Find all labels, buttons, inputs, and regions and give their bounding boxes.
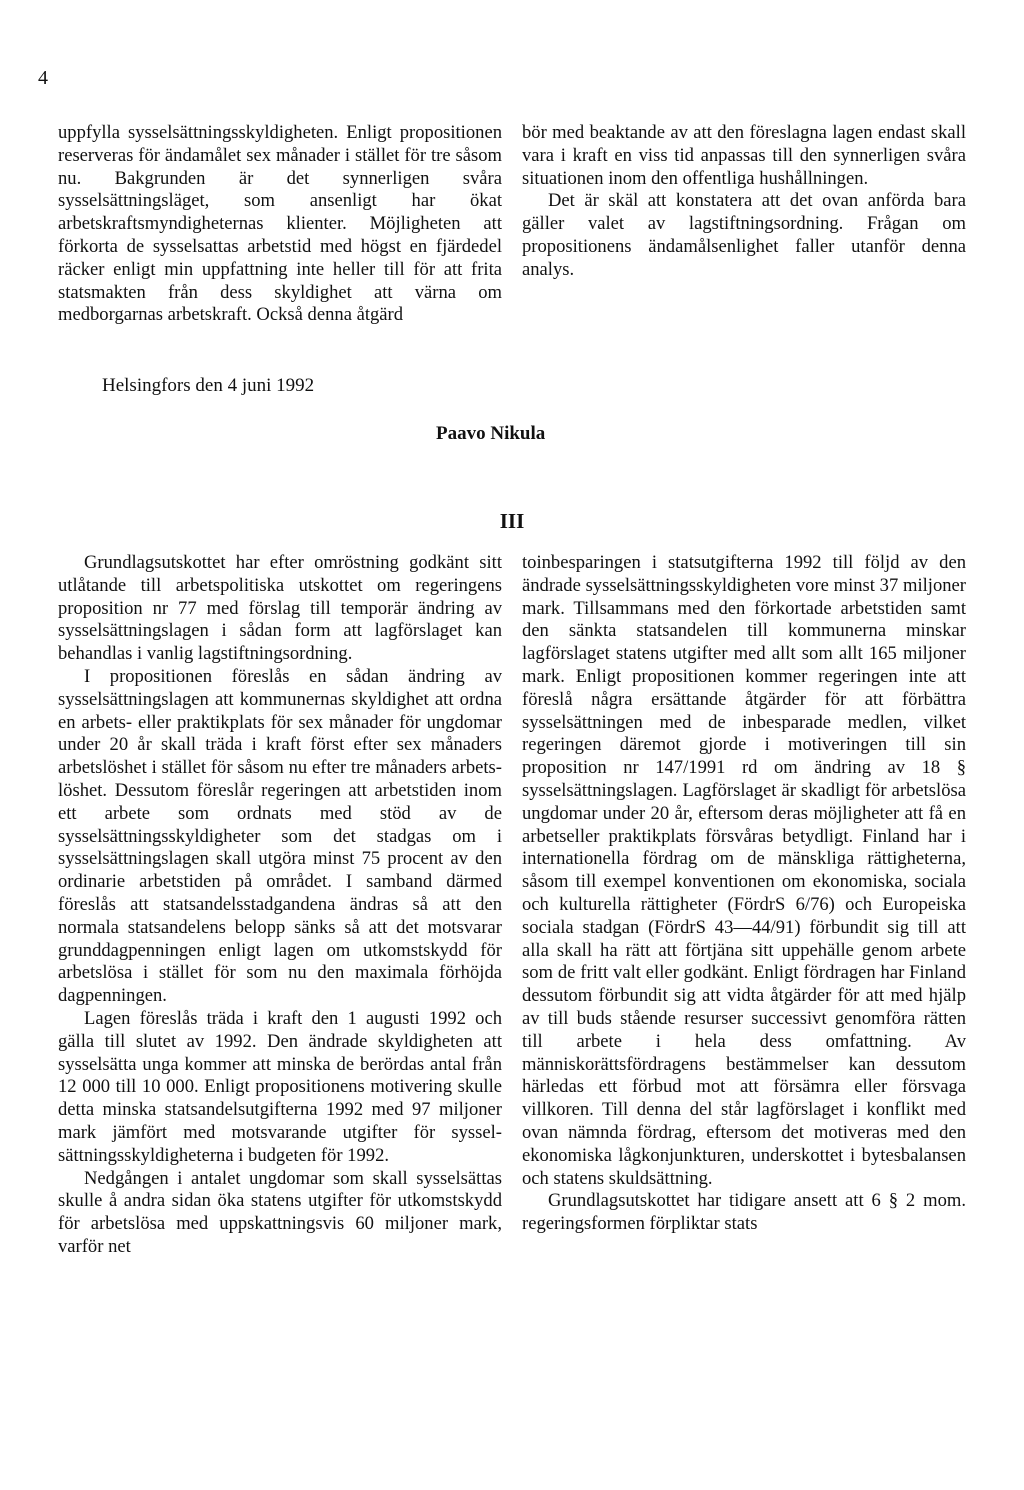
part1-left-column — [58, 122, 502, 327]
section-left-column — [58, 552, 502, 1259]
part1-right-column — [522, 122, 966, 282]
paragraph: Nedgången i antalet ungdomar som skall sysselsättas skulle å andra sidan öka statens utgifter för utkomstskydd för arbetslösa med uppskattningsvis 60 miljoner mark, varför net — [58, 1167, 502, 1257]
paragraph: I propositionen föreslås en sådan ändring av sysselsättningslagen att kommunernas skyldighet att ordna en arbets- eller praktikplats för sex månader för ungdomar under 20 år skall träda i kraft först efter sex månaders arbetslöshet i stället för såsom nu efter tre månaders arbetslöshet. Dessutom föreslår regeringen att arbetstiden inom ett arbete som ordnats med stöd av de sysselsättningsskyldigheter som det stadgas om i sysselsättningslagen skall utgöra minst 75 procent av den ordinarie arbetstiden på området. I samband därmed föreslås att statsandelsstadgandena ändras så att den normala statsandelens belopp sänks så att det motsvarar grunddagpenningen enligt lagen om utkomstskydd för arbetslösa i stället för som nu den maximala förhöjda dagpenningen. — [58, 665, 502, 1007]
paragraph: toinbesparingen i statsutgifterna 1992 till följd av den ändrade sysselsättningsskyldigheten vore minst 37 miljoner mark. Tillsammans med den förkortade arbetstiden samt den sänkta statsandelen till kommunerna minskar lagförslaget statens utgifter med allt som allt 165 miljoner mark. Enligt propositionen kommer regeringen inte att föreslå några ersättande åtgärder för att förbättra sysselsättningen med de inbesparade medlen, vilket regeringen däremot gjorde i motiveringen till sin proposition nr 147/1991 rd om ändring av 18 § sysselsättningslagen. Lagförslaget är skadligt för arbetslösa ungdomar under 20 år, eftersom deras möjligheter att få en arbetseller praktikplats försvåras betydligt. Finland har i internationella fördrag om de mänskliga rättigheterna, såsom till exempel konventionen om ekonomiska, sociala och kulturella rättigheter (FördrS 6/76) och Europeiska sociala stadgan (FördrS 43—44/91) förbundit sig till att alla skall ha rätt att förtjäna sitt uppehälle genom arbete som de fritt valt eller godkänt. Enligt fördragen har Finland dessutom förbundit sig att vidta åtgärder för att med hjälp av till buds stående resurser successivt genomföra rätten till arbete i hela dess omfattning. Av människorättsfördragens bestämmelser kan dessutom härledas ett förbud mot att försämra eller försvaga villkoren. Till denna del står lagförslaget i konflikt med ovan nämnda fördrag, eftersom det motiveras med den ekonomiska lågkonjunkturen, underskottet i bytesbalansen och statens skuldsättning. — [522, 552, 966, 1189]
page-number: 4 — [38, 67, 48, 89]
paragraph: Grundlagsutskottet har efter omröstning godkänt sitt utlåtande till arbetspolitiska utskottet om regeringens proposition nr 77 med förslag till temporär ändring av sysselsättningslagen i sådan form att lagförslaget kan behandlas i vanlig lagstiftningsordning. — [58, 552, 502, 665]
paragraph: Lagen föreslås träda i kraft den 1 augusti 1992 och gälla till slutet av 1992. Den ändrade skyldigheten att sysselsätta unga kommer att minska de berördas antal från 12 000 till 10 000. Enligt propositionens motivering skulle detta minska statsandelsutgifterna 1992 med 97 miljoner mark jämfört med motsvarande utgifter för sysselsättningsskyldigheterna i budgeten för 1992. — [58, 1007, 502, 1166]
place-date: Helsingfors den 4 juni 1992 — [102, 375, 315, 396]
paragraph: Grundlagsutskottet har tidigare ansett att 6 § 2 mom. regeringsformen förpliktar stats — [522, 1190, 966, 1235]
paragraph: bör med beaktande av att den föreslagna lagen endast skall vara i kraft en viss tid anpassas till den synnerligen svåra situationen inom den offentliga hushållningen. — [522, 122, 966, 189]
paragraph: uppfylla sysselsättningsskyldigheten. Enligt propositionen reserveras för ändamålet sex månader i stället för tre såsom nu. Bakgrunden är det synnerligen svåra sysselsättningsläget, som ansenligt har ökat arbetskraftsmyndigheternas klienter. Möjligheten att förkorta de sysselsattas arbetstid med högst en fjärdedel räcker enligt min uppfattning inte heller till för att frita statsmakten från dess skyldighet att värna om medborgarnas arbetskraft. Också denna åtgärd — [58, 122, 502, 326]
paragraph: Det är skäl att konstatera att det ovan anförda bara gäller valet av lagstiftningsordning. Frågan om propositionens ändamålsenlighet faller utanför denna analys. — [522, 190, 966, 280]
section-right-column — [522, 552, 966, 1236]
signatory-name: Paavo Nikula — [436, 423, 546, 444]
section-heading: III — [499, 509, 525, 533]
